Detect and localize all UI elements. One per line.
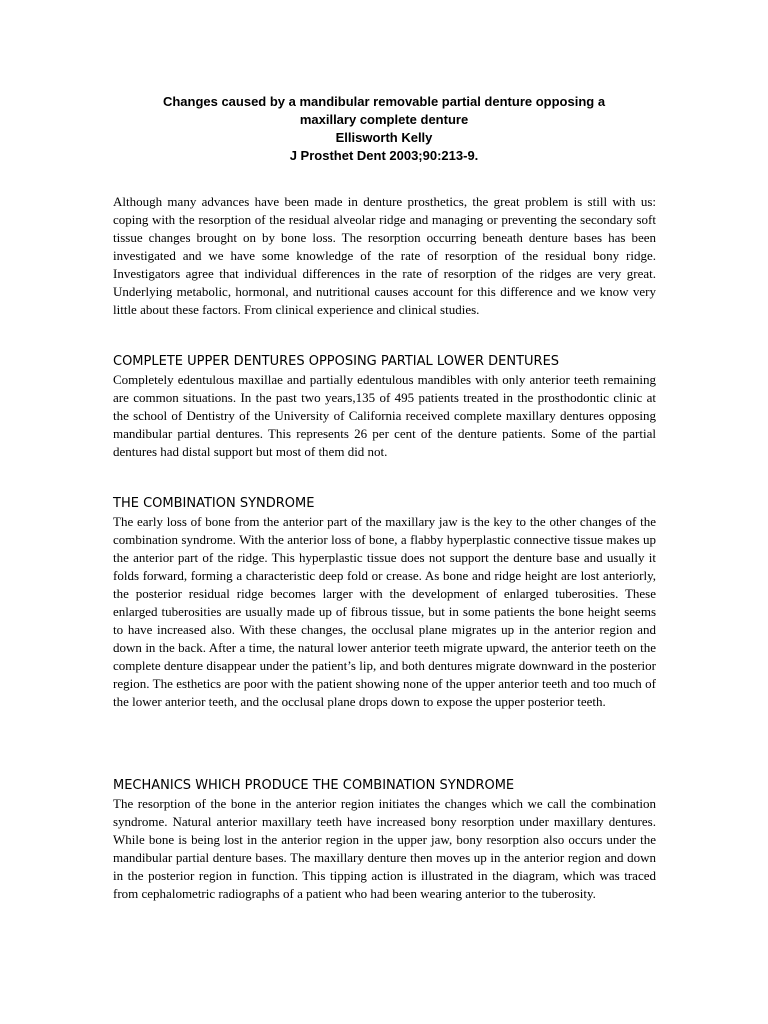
section-complete-upper-dentures bbox=[113, 353, 656, 461]
intro-paragraph: Although many advances have been made in denture prosthetics, the great problem is still with us: coping with the resorption of the residual alveolar ridge and managing or preventing the secondary soft tissue changes brought on by bone loss. The resorption occurring beneath denture bases has been investigated and we have some knowledge of the rate of resorption of the residual bony ridge. Investigators agree that individual differences in the rate of resorption of the ridges are very great. Underlying metabolic, hormonal, and nutritional causes account for this difference and we know very little about these factors. From clinical experience and clinical studies. bbox=[113, 194, 656, 317]
section-combination-syndrome bbox=[113, 495, 656, 711]
section-mechanics bbox=[113, 777, 656, 903]
section-heading: MECHANICS WHICH PRODUCE THE COMBINATION SYNDROME bbox=[113, 778, 515, 793]
citation: J Prosthet Dent 2003;90:213-9. bbox=[289, 148, 479, 163]
section-heading: THE COMBINATION SYNDROME bbox=[113, 496, 315, 511]
author: Ellisworth Kelly bbox=[335, 130, 433, 145]
section-paragraph: Completely edentulous maxillae and partially edentulous mandibles with only anterior teeth remaining are common situations. In the past two years,135 of 495 patients treated in the prosthodontic clinic at the school of Dentistry of the University of California received complete maxillary dentures opposing mandibular partial dentures. This represents 26 per cent of the denture patients. Some of the partial dentures had distal support but most of them did not. bbox=[113, 372, 656, 459]
section-paragraph: The resorption of the bone in the anterior region initiates the changes which we call the combination syndrome. Natural anterior maxillary teeth have increased bony resorption under maxillary dentures. While bone is being lost in the anterior region in the upper jaw, bony resorption also occurs under the mandibular partial denture bases. The maxillary denture then moves up in the anterior region and down in the posterior region in function. This tipping action is illustrated in the diagram, which was traced from cephalometric radiographs of a patient who had been wearing anterior to the tuberosity. bbox=[113, 796, 656, 901]
section-paragraph: The early loss of bone from the anterior part of the maxillary jaw is the key to the other changes of the combination syndrome. With the anterior loss of bone, a flabby hyperplastic connective tissue makes up the anterior part of the ridge. This hyperplastic tissue does not support the denture base and usually it folds forward, forming a characteristic deep fold or crease. As bone and ridge height are lost anteriorly, the posterior residual ridge becomes larger with the development of enlarged tuberosities. These enlarged tuberosities are usually made up of fibrous tissue, but in some patients the bone height seems to have increased also. With these changes, the occlusal plane migrates up in the anterior region and down in the back. After a time, the natural lower anterior teeth migrate upward, the anterior teeth on the complete denture disappear under the patient’s lip, and both dentures migrate downward in the posterior region. The esthetics are poor with the patient showing none of the upper anterior teeth and too much of the lower anterior teeth, and the occlusal plane drops down to expose the upper posterior teeth. bbox=[113, 514, 656, 709]
intro-section bbox=[113, 193, 656, 319]
title-line-1: Changes caused by a mandibular removable partial denture opposing a bbox=[162, 94, 606, 109]
section-heading: COMPLETE UPPER DENTURES OPPOSING PARTIAL LOWER DENTURES bbox=[113, 354, 560, 369]
title-block bbox=[100, 93, 668, 165]
title-line-2: maxillary complete denture bbox=[299, 112, 469, 127]
